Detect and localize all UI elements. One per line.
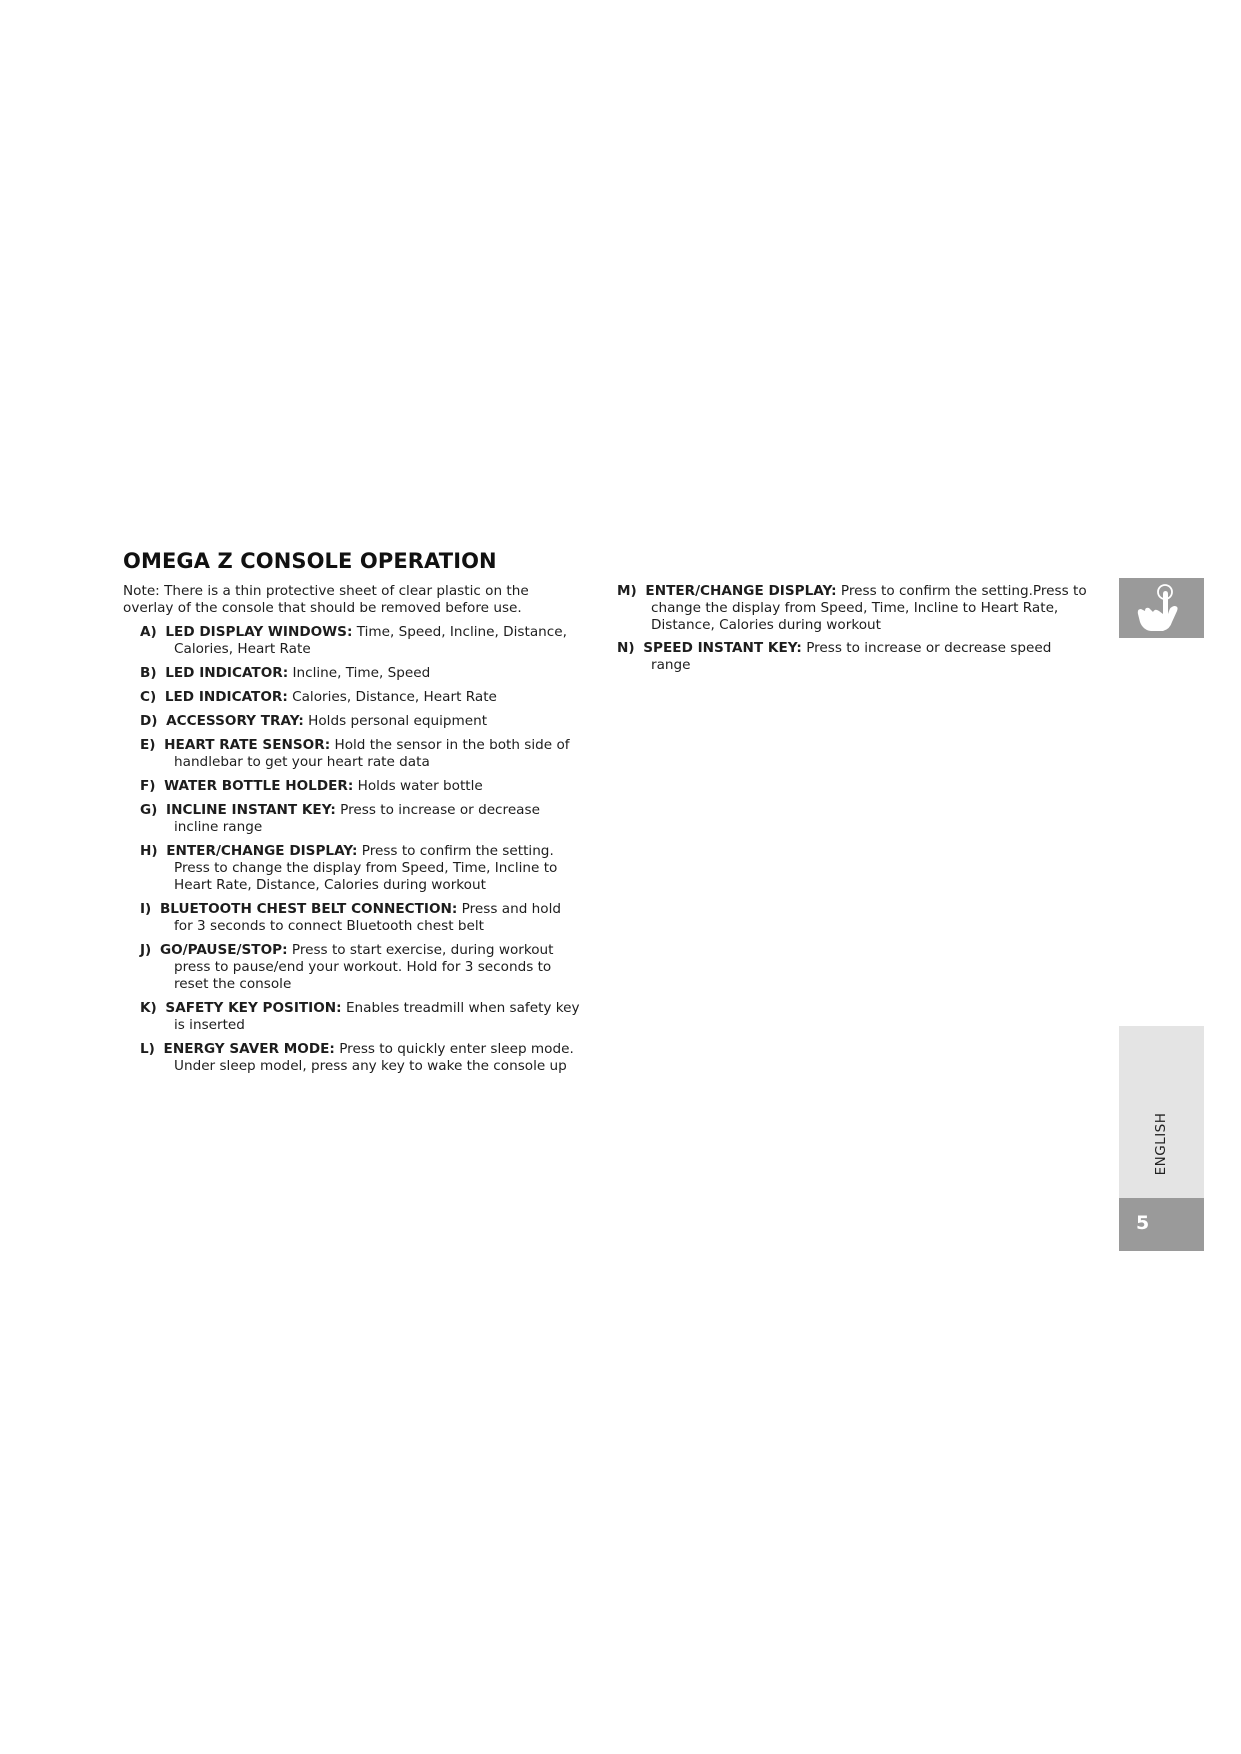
- list-item-e: E) HEART RATE SENSOR: Hold the sensor in the both side of handlebar to get your heart rate data: [140, 737, 570, 770]
- list-item-i: I) BLUETOOTH CHEST BELT CONNECTION: Press and hold for 3 seconds to connect Bluetooth chest belt: [140, 901, 561, 934]
- note-text: Note: There is a thin protective sheet of clear plastic on the overlay of the console that should be removed before use.: [123, 583, 529, 616]
- list-item-m: M) ENTER/CHANGE DISPLAY: Press to confirm the setting.Press to change the display from Speed, Time, Incline to Heart Rate, Distance, Calories during workout: [617, 583, 1087, 633]
- list-item-b: B) LED INDICATOR: Incline, Time, Speed: [140, 665, 431, 681]
- list-item-n: N) SPEED INSTANT KEY: Press to increase or decrease speed range: [617, 640, 1052, 673]
- list-item-h: H) ENTER/CHANGE DISPLAY: Press to confirm the setting. Press to change the display from Speed, Time, Incline to Heart Rate, Distance, Calories during workout: [140, 843, 558, 893]
- item-list-left: [123, 624, 583, 1075]
- right-column: [617, 583, 1087, 680]
- page-title: OMEGA Z CONSOLE OPERATION: [123, 549, 497, 573]
- list-item-l: L) ENERGY SAVER MODE: Press to quickly enter sleep mode. Under sleep model, press any key to wake the console up: [140, 1041, 574, 1074]
- list-item-c: C) LED INDICATOR: Calories, Distance, Heart Rate: [140, 689, 497, 705]
- left-column: [123, 583, 583, 1082]
- list-item-d: D) ACCESSORY TRAY: Holds personal equipment: [140, 713, 488, 729]
- list-item-k: K) SAFETY KEY POSITION: Enables treadmill when safety key is inserted: [140, 1000, 580, 1033]
- list-item-f: F) WATER BOTTLE HOLDER: Holds water bottle: [140, 778, 483, 794]
- page-number-tab: [1119, 1198, 1204, 1251]
- hand-touch-icon: [1119, 578, 1204, 638]
- language-label: ENGLISH: [1153, 1112, 1169, 1176]
- list-item-j: J) GO/PAUSE/STOP: Press to start exercise, during workout press to pause/end your workout. Hold for 3 seconds to reset the console: [140, 942, 554, 992]
- language-tab: [1119, 1026, 1204, 1198]
- page-number: 5: [1136, 1212, 1150, 1234]
- item-list-right: [617, 583, 1087, 674]
- list-item-g: G) INCLINE INSTANT KEY: Press to increase or decrease incline range: [140, 802, 540, 835]
- list-item-a: A) LED DISPLAY WINDOWS: Time, Speed, Incline, Distance, Calories, Heart Rate: [140, 624, 567, 657]
- section-icon-tab: [1119, 578, 1204, 638]
